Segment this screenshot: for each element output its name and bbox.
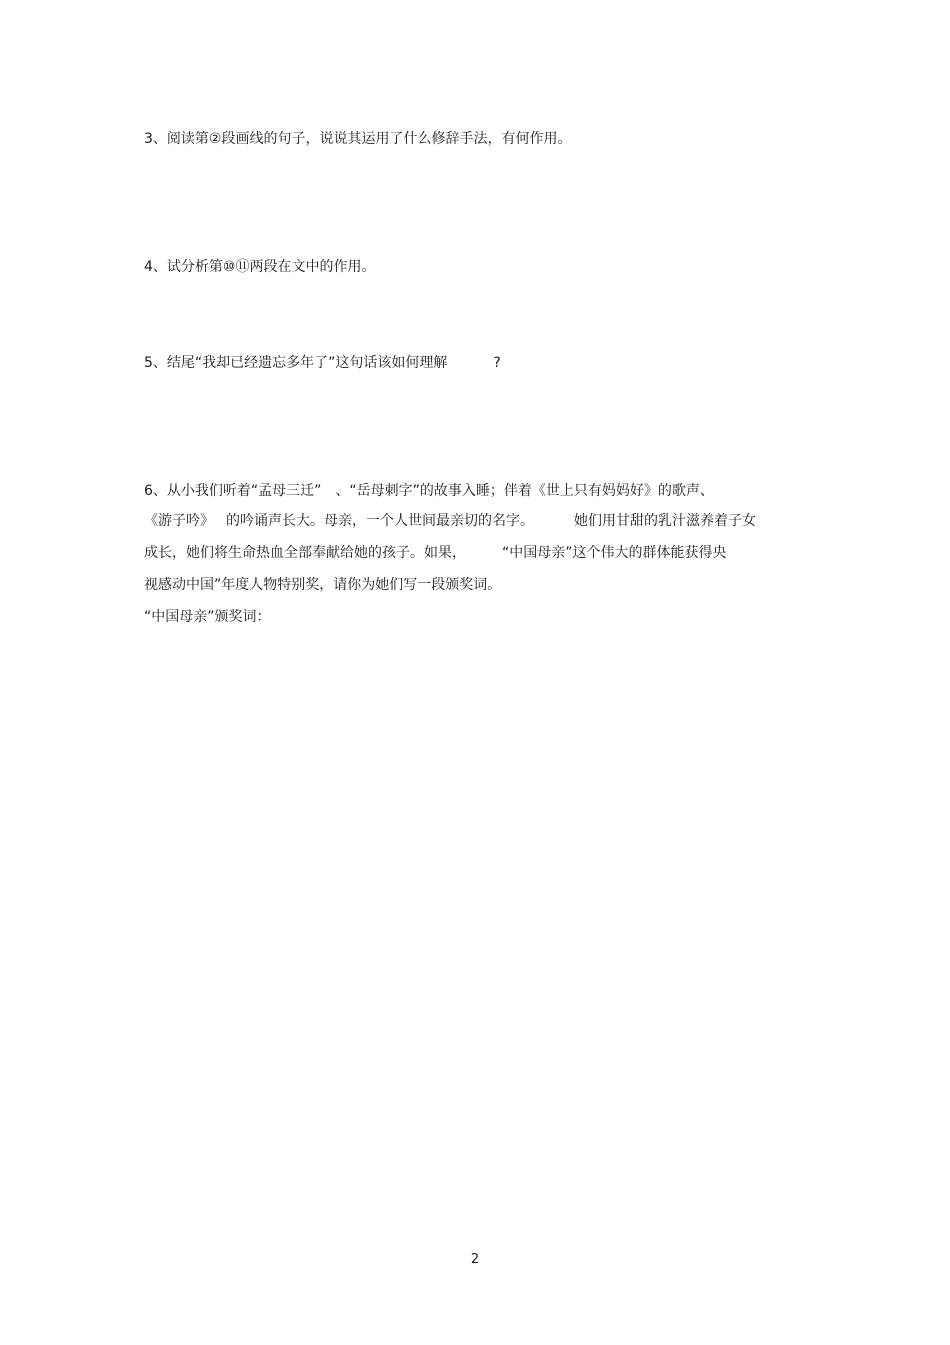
question-5-mark: ? [493,355,501,371]
question-4 [144,258,375,276]
page-number: 2 [470,1252,480,1267]
question-6-line-2-c: 她们用甘甜的乳汁滋养着子女 [574,513,756,529]
question-5-text: 5、结尾“我却已经遗忘多年了”这句话该如何理解 [144,355,448,371]
question-6-line-4 [144,576,501,594]
question-6-line-2-a: 《游子吟》 [144,513,214,529]
question-6-line-4-text: 视感动中国”年度人物特别奖，请你为她们写一段颁奖词。 [144,577,502,593]
question-6-line-1-a: 6、从小我们听着“孟母三迁” [144,483,322,499]
question-6-line-2-b: 的吟诵声长大。母亲，一个人世间最亲切的名字。 [226,513,534,529]
award-speech-label [144,608,271,626]
question-3 [144,130,571,148]
award-speech-label-text: “中国母亲”颁奖词： [144,609,271,625]
question-3-text: 3、阅读第②段画线的句子，说说其运用了什么修辞手法，有何作用。 [144,131,572,147]
question-6-line-1 [144,482,714,500]
question-6-line-3-a: 成长，她们将生命热血全部奉献给她的孩子。如果， [144,545,466,561]
question-4-text: 4、试分析第⑩⑪两段在文中的作用。 [144,259,376,275]
question-6-line-2 [144,512,756,530]
question-5 [144,354,501,372]
question-6-line-3 [144,544,727,562]
question-6-line-1-b: 、“岳母刺字”的故事入睡；伴着《世上只有妈妈好》的歌声、 [335,483,714,499]
question-6-line-3-b: “中国母亲”这个伟大的群体能获得央 [502,545,727,561]
